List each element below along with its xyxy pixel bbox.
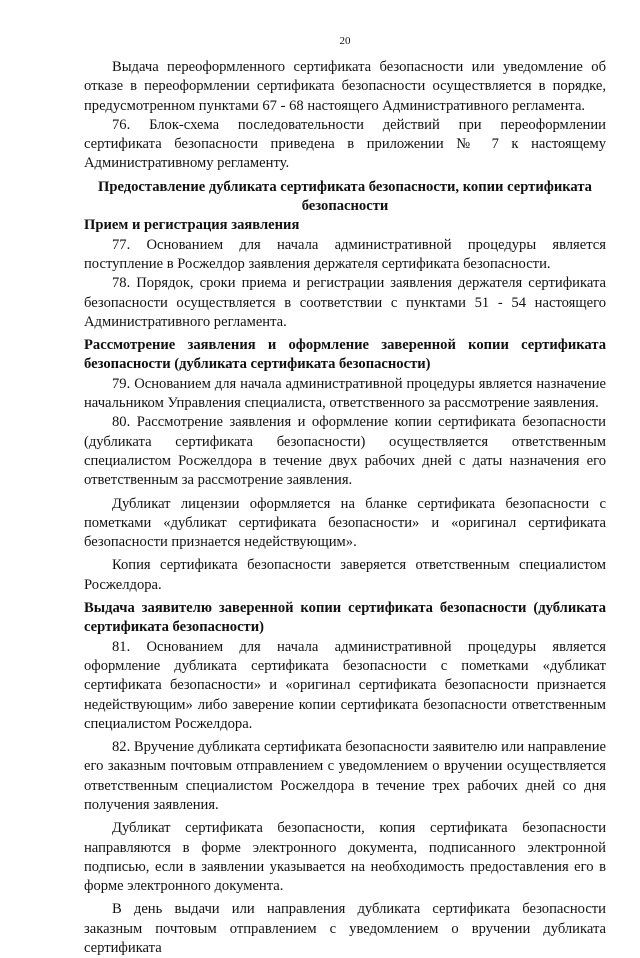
- paragraph-duplicate-form: Дубликат лицензии оформляется на бланке сертификата безопасности с пометками «дубликат сертификата безопасности» и «оригинал сертификата безопасности признается недействующим».: [84, 495, 606, 551]
- paragraph-reissue-delivery: Выдача переоформленного сертификата безопасности или уведомление об отказе в переоформлении сертификата безопасности осуществляется в порядке, предусмотренном пунктами 67 - 68 настоящего Административного регламента.: [84, 59, 606, 114]
- paragraph-82: 82. Вручение дубликата сертификата безопасности заявителю или направление его заказным почтовым отправлением с уведомлением о вручении осуществляется ответственным специалистом Росжелдора в течение трех рабочих дней со дня получения заявления.: [84, 739, 606, 813]
- paragraph-copy-certification: Копия сертификата безопасности заверяется ответственным специалистом Росжелдора.: [84, 557, 606, 593]
- paragraph-electronic-form: Дубликат сертификата безопасности, копия сертификата безопасности направляются в форме электронного документа, подписанного электронной подписью, если в заявлении указывается на необходимость предоставления его в форме электронного документа.: [84, 820, 606, 895]
- subheading-reception: Прием и регистрация заявления: [84, 217, 300, 234]
- document-page: [84, 34, 606, 958]
- subheading-review: Рассмотрение заявления и оформление заверенной копии сертификата безопасности (дубликата сертификата безопасности): [84, 337, 606, 373]
- paragraph-79: 79. Основанием для начала административной процедуры является назначение начальником Управления специалиста, ответственного за рассмотрение заявления.: [84, 375, 606, 412]
- paragraph-81: 81. Основанием для начала административной процедуры является оформление дубликата сертификата безопасности с пометками «дубликат сертификата безопасности» и «оригинал сертификата безопасности признается недействующим» либо заверение копии сертификата безопасности ответственным специалистом Росжелдора.: [84, 638, 606, 732]
- paragraph-80: 80. Рассмотрение заявления и оформление копии сертификата безопасности (дубликата сертификата безопасности) осуществляется ответственным специалистом Росжелдора в течение двух рабочих дней с даты назначения его ответственным за рассмотрение заявления.: [84, 414, 606, 489]
- subheading-issuance: Выдача заявителю заверенной копии сертификата безопасности (дубликата сертификата безопасности): [84, 600, 606, 636]
- section-heading-duplicate: Предоставление дубликата сертификата безопасности, копии сертификата безопасности: [98, 178, 592, 215]
- paragraph-76: 76. Блок-схема последовательности действий при переоформлении сертификата безопасности приведена в приложении № 7 к настоящему Административному регламенту.: [84, 116, 606, 172]
- page-number: 20: [339, 35, 351, 47]
- paragraph-77: 77. Основанием для начала административной процедуры является поступление в Росжелдор заявления держателя сертификата безопасности.: [84, 236, 606, 272]
- paragraph-78: 78. Порядок, сроки приема и регистрации заявления держателя сертификата безопасности осуществляется в соответствии с пунктами 51 - 54 настоящего Административного регламента.: [84, 275, 606, 330]
- paragraph-delivery-day: В день выдачи или направления дубликата сертификата безопасности заказным почтовым отправлением с уведомлением о вручении дубликата сертификата: [84, 901, 606, 957]
